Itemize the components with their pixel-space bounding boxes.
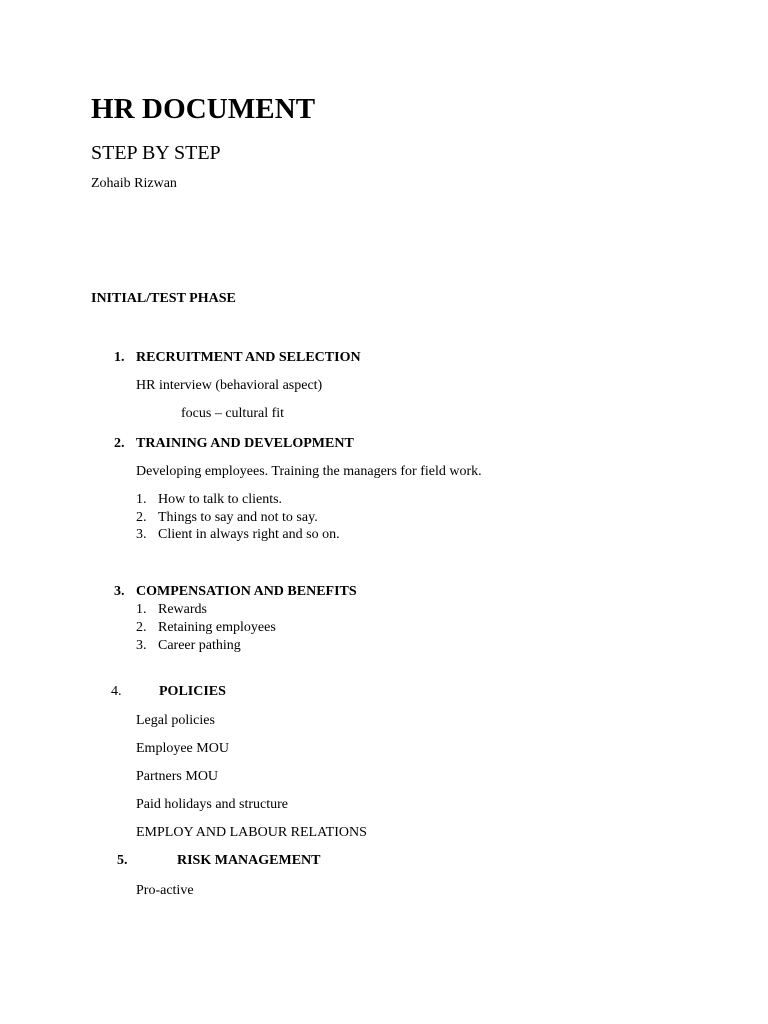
list-item: Retaining employees [158, 620, 276, 635]
section-paragraph: Pro-active [136, 883, 194, 898]
section-paragraph: Employee MOU [136, 741, 229, 756]
list-item: Career pathing [158, 638, 241, 653]
section-title: COMPENSATION AND BENEFITS [136, 584, 357, 599]
list-item: Things to say and not to say. [158, 510, 318, 525]
list-item-number: 3. [136, 638, 147, 653]
section-title: RECRUITMENT AND SELECTION [136, 350, 361, 365]
document-author: Zohaib Rizwan [91, 176, 177, 191]
section-paragraph-indented: focus – cultural fit [181, 406, 285, 421]
list-item: How to talk to clients. [158, 492, 283, 507]
list-item-number: 2. [136, 620, 147, 635]
section-paragraph: HR interview (behavioral aspect) [136, 378, 323, 393]
list-item-number: 3. [136, 527, 147, 542]
section-title: RISK MANAGEMENT [177, 853, 321, 868]
section-number: 1. [114, 350, 125, 365]
section-title: TRAINING AND DEVELOPMENT [136, 436, 354, 451]
section-paragraph: Paid holidays and structure [136, 797, 289, 812]
list-item: Client in always right and so on. [158, 527, 340, 542]
section-paragraph: Developing employees. Training the managers for field work. [136, 464, 482, 479]
section-number: 2. [114, 436, 125, 451]
list-item-number: 1. [136, 492, 147, 507]
section-number: 3. [114, 584, 125, 599]
list-item: Rewards [158, 602, 207, 617]
document-subtitle: STEP BY STEP [91, 142, 221, 164]
section-number: 5. [117, 853, 128, 868]
section-title: POLICIES [159, 684, 226, 699]
section-number: 4. [111, 684, 122, 699]
phase-heading: INITIAL/TEST PHASE [91, 291, 236, 306]
section-paragraph: EMPLOY AND LABOUR RELATIONS [136, 825, 367, 840]
document-title: HR DOCUMENT [91, 93, 316, 125]
section-paragraph: Legal policies [136, 713, 215, 728]
list-item-number: 2. [136, 510, 147, 525]
list-item-number: 1. [136, 602, 147, 617]
section-paragraph: Partners MOU [136, 769, 219, 784]
